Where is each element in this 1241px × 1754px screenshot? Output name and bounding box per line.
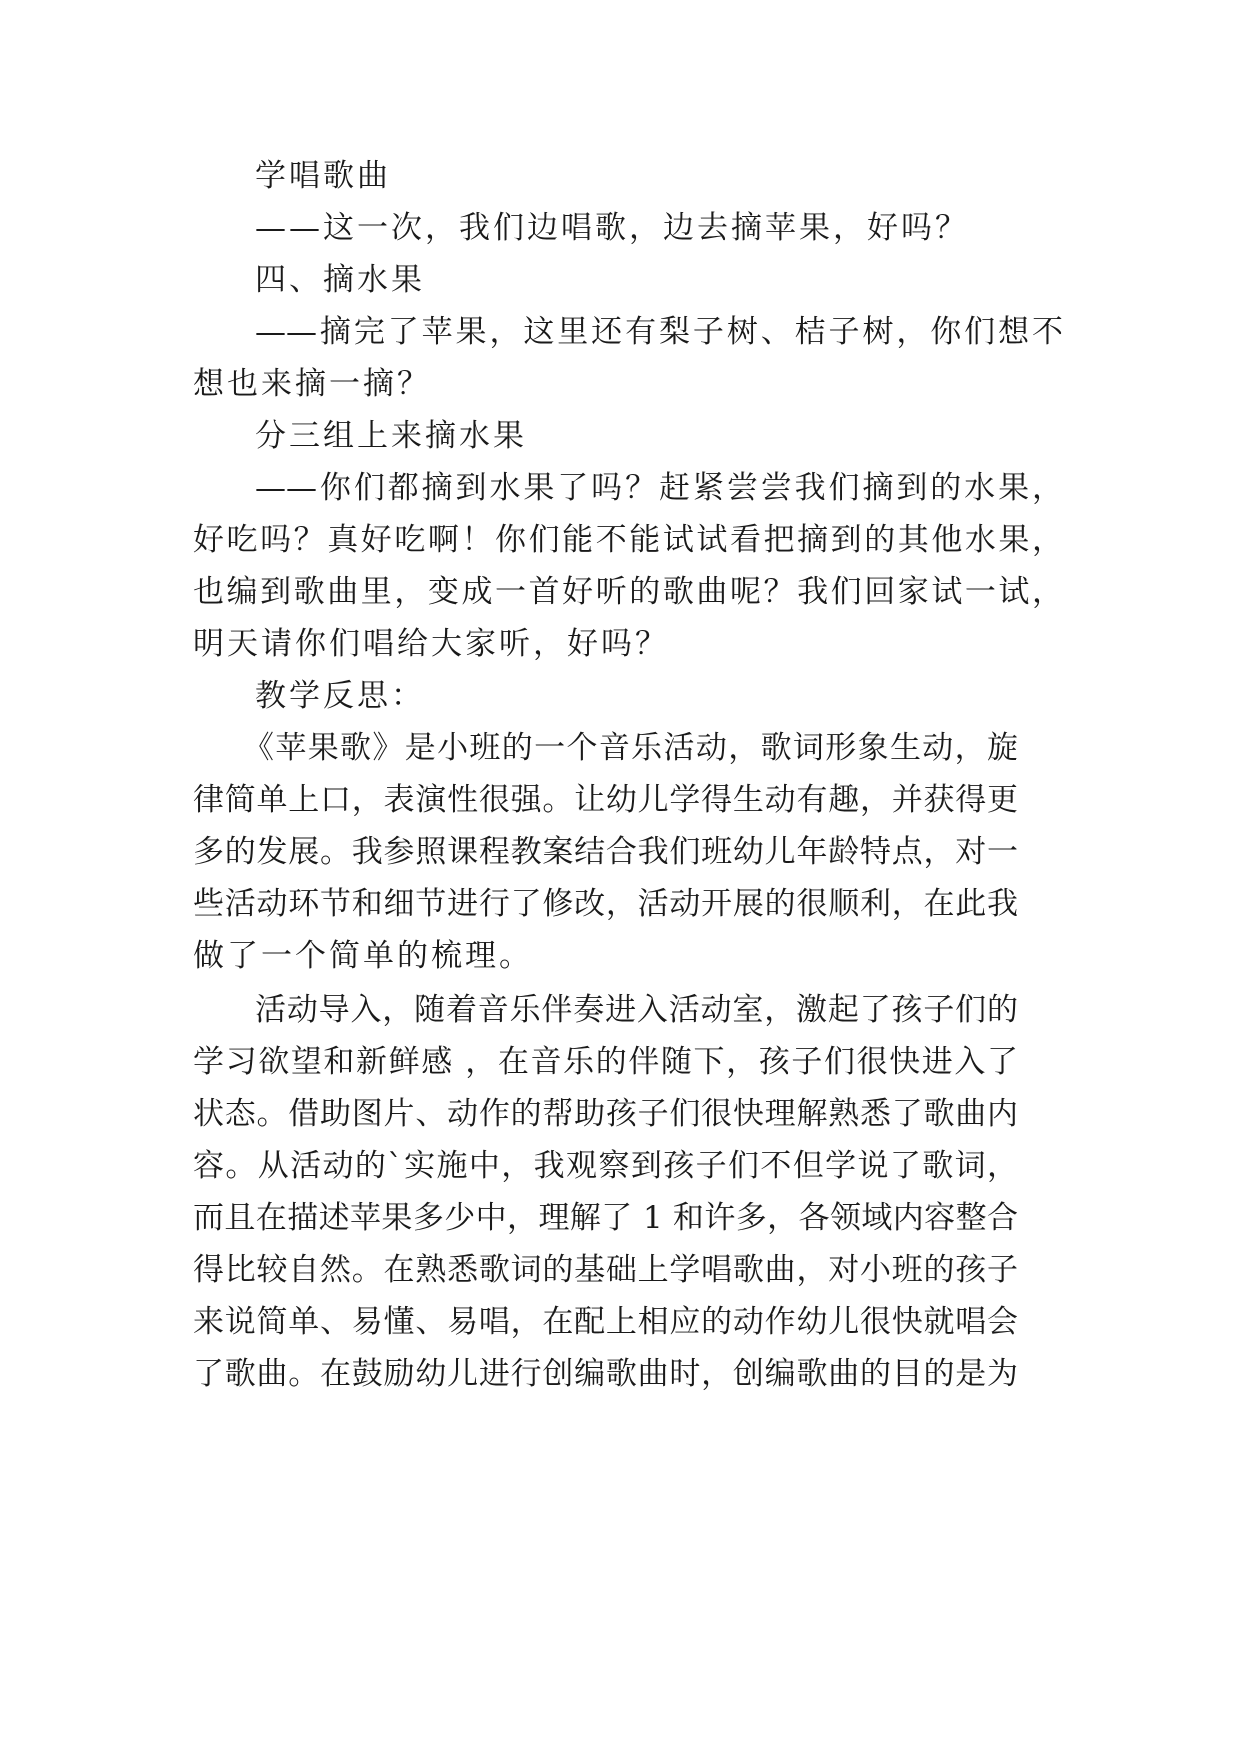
text-line: ——摘完了苹果，这里还有梨子树、桔子树，你们想不	[255, 314, 1063, 350]
text-line: 分三组上来摘水果	[255, 418, 527, 454]
text-line: 教学反思：	[255, 678, 425, 714]
text-line: ——这一次，我们边唱歌，边去摘苹果，好吗？	[255, 210, 969, 246]
text-line: 得比较自然。在熟悉歌词的基础上学唱歌曲，对小班的孩子	[193, 1252, 1018, 1288]
text-line: 也编到歌曲里，变成一首好听的歌曲呢？我们回家试一试，	[193, 574, 1063, 610]
text-line: 学唱歌曲	[255, 158, 391, 194]
text-line: 而且在描述苹果多少中，理解了 1 和许多，各领域内容整合	[193, 1200, 1018, 1236]
text-line: 律简单上口，表演性很强。让幼儿学得生动有趣，并获得更	[193, 782, 1018, 818]
text-line: 四、摘水果	[255, 262, 425, 298]
text-line: 好吃吗？真好吃啊！你们能不能试试看把摘到的其他水果，	[193, 522, 1063, 558]
text-line: 明天请你们唱给大家听，好吗？	[193, 626, 669, 662]
text-line: 容。从活动的`实施中，我观察到孩子们不但学说了歌词，	[193, 1148, 1018, 1184]
text-line: 想也来摘一摘？	[193, 366, 431, 402]
text-line: 学习欲望和新鲜感 ，在音乐的伴随下，孩子们很快进入了	[193, 1044, 1018, 1080]
text-line: 状态。借助图片、动作的帮助孩子们很快理解熟悉了歌曲内	[193, 1096, 1018, 1132]
text-line: 些活动环节和细节进行了修改，活动开展的很顺利，在此我	[193, 886, 1018, 922]
text-line: 活动导入，随着音乐伴奏进入活动室，激起了孩子们的	[255, 992, 1018, 1028]
text-line: 《苹果歌》是小班的一个音乐活动，歌词形象生动，旋	[243, 730, 1018, 766]
text-line: 做了一个简单的梳理。	[193, 938, 533, 974]
text-line: ——你们都摘到水果了吗？赶紧尝尝我们摘到的水果，	[255, 470, 1063, 506]
text-line: 多的发展。我参照课程教案结合我们班幼儿年龄特点，对一	[193, 834, 1018, 870]
text-line: 了歌曲。在鼓励幼儿进行创编歌曲时，创编歌曲的目的是为	[193, 1356, 1018, 1392]
text-line: 来说简单、易懂、易唱，在配上相应的动作幼儿很快就唱会	[193, 1304, 1018, 1340]
